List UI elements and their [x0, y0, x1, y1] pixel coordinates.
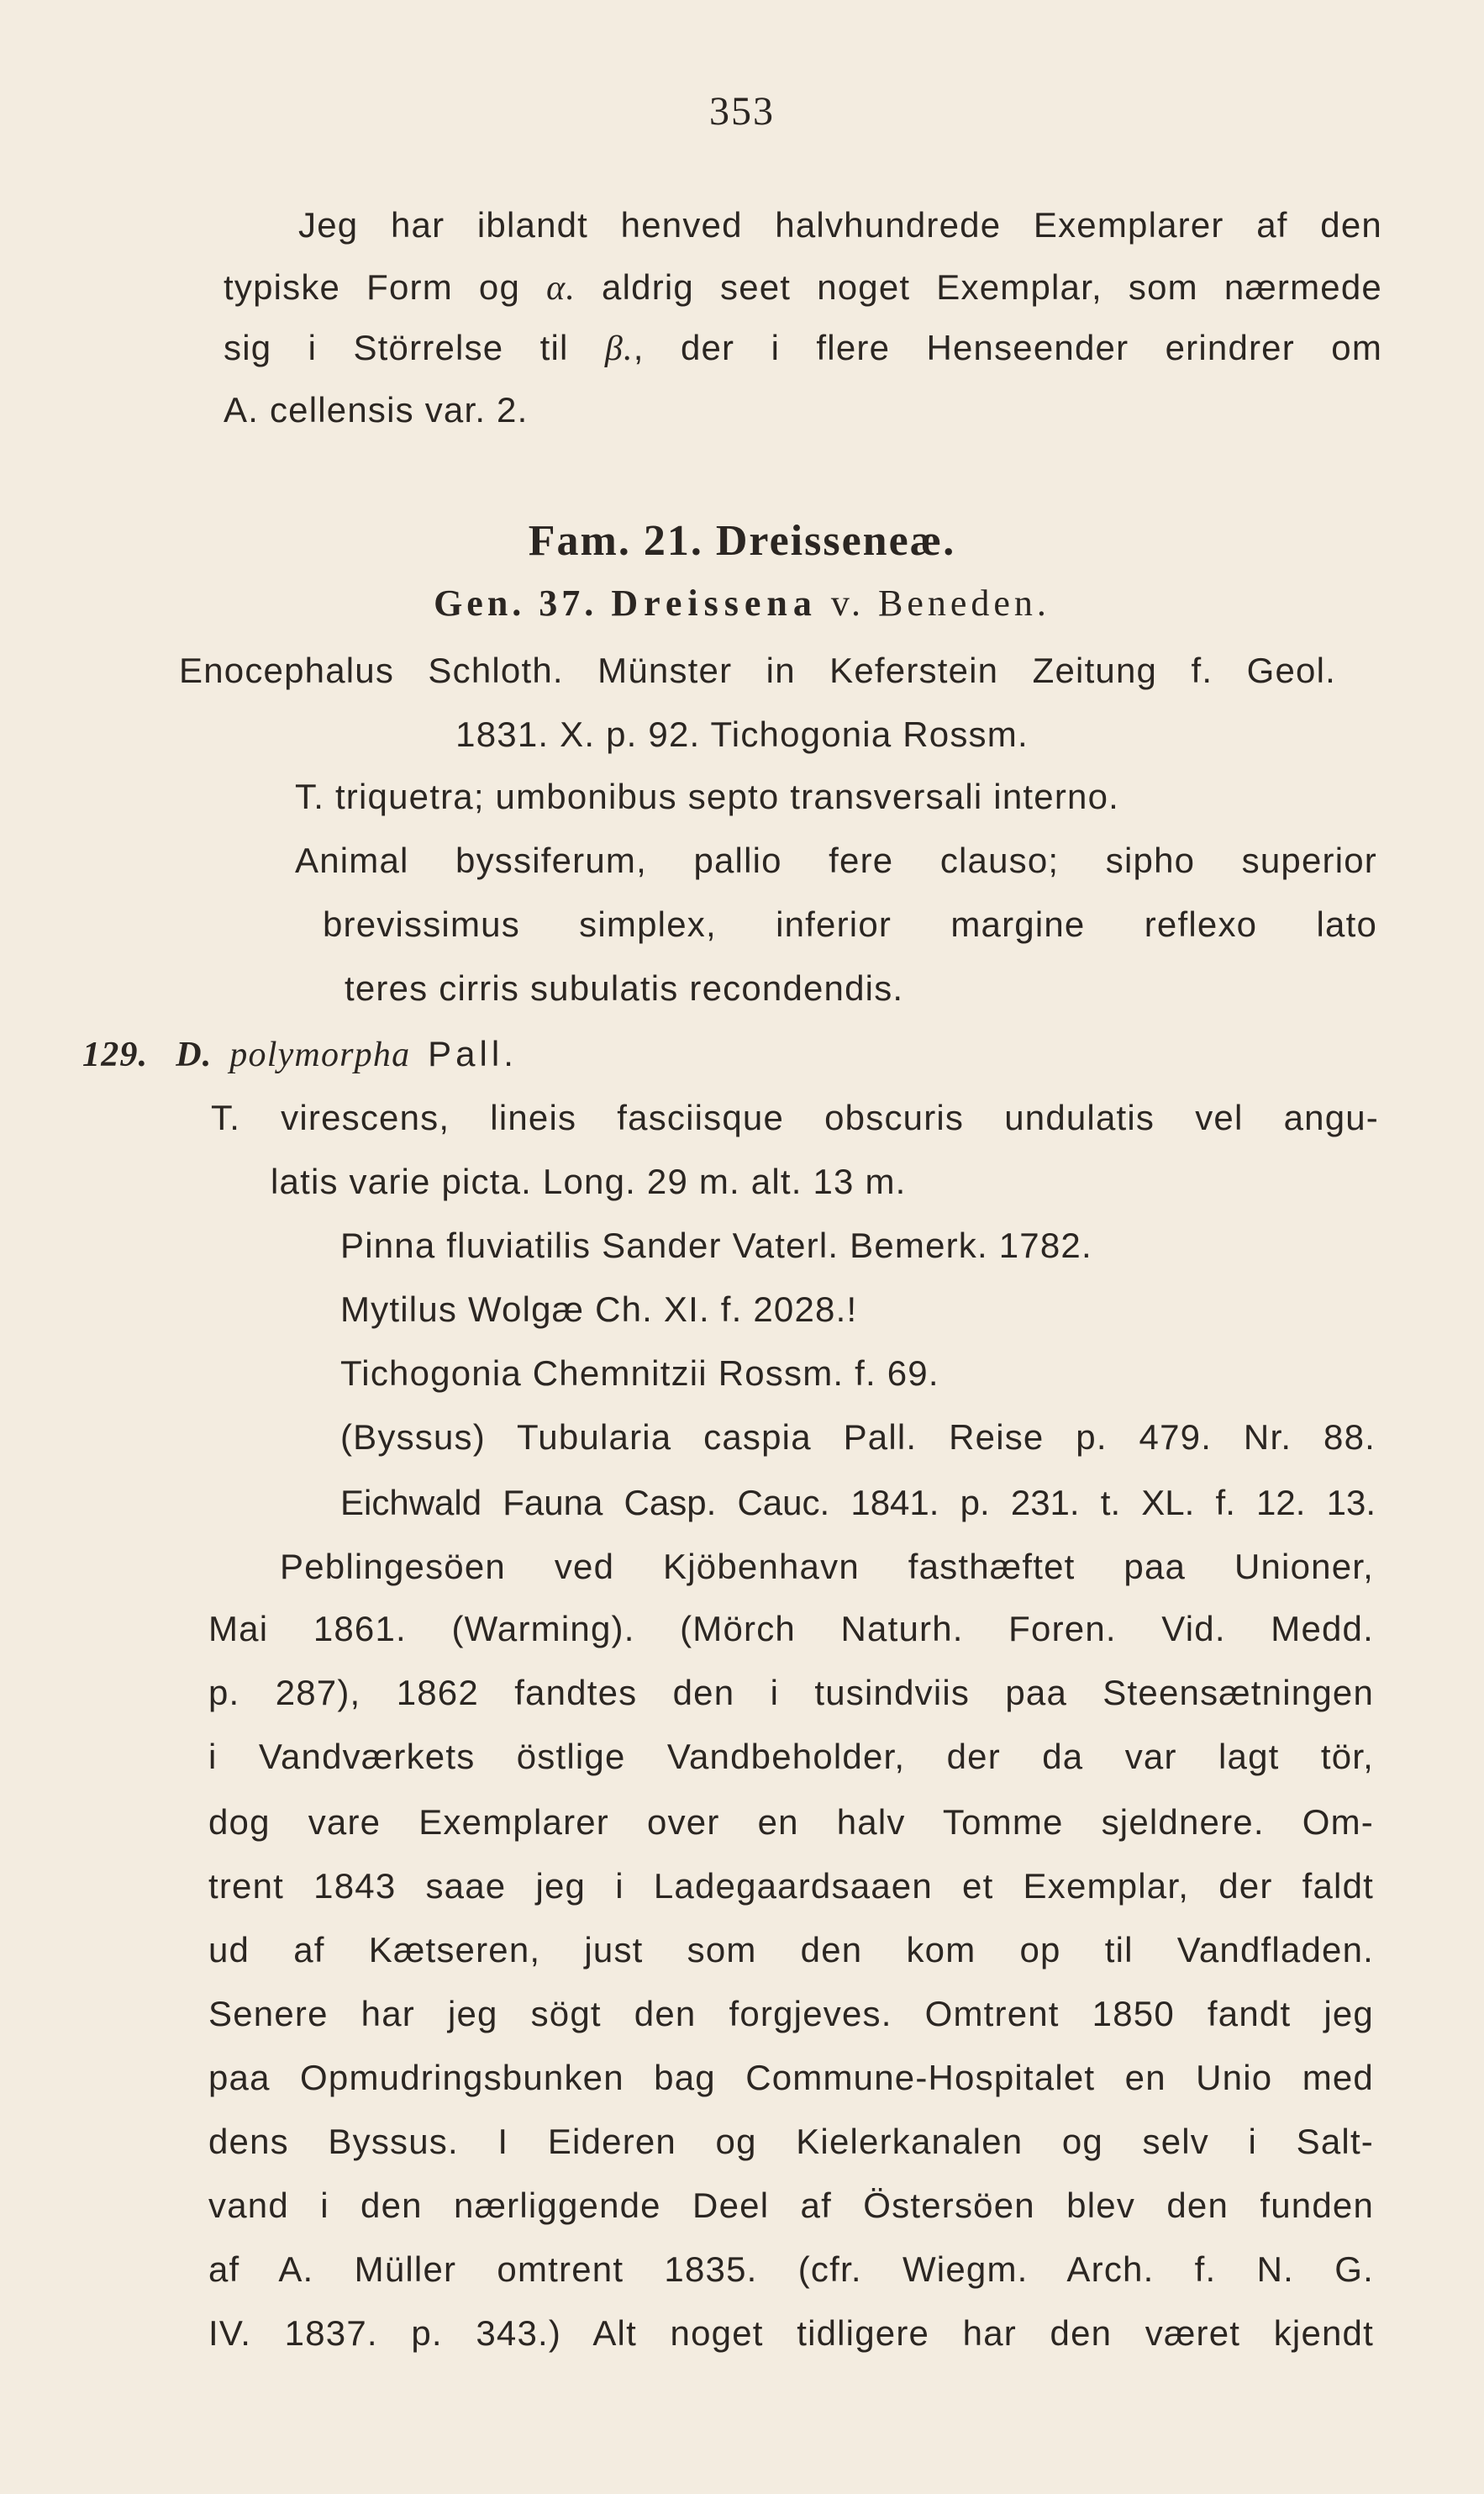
synonym-line: Mytilus Wolgæ Ch. XI. f. 2028.! [340, 1289, 858, 1329]
genus-heading: Gen. 37. Dreissena v. Beneden. [434, 583, 1050, 624]
body-line: paa Opmudringsbunken bag Commune-Hospitalet en Unio med [208, 2058, 1374, 2097]
genus-name: Dreissena [611, 583, 818, 624]
body-line: IV. 1837. p. 343.) Alt noget tidligere har den været kjendt [208, 2313, 1374, 2353]
species-number: 129. [82, 1036, 149, 1074]
body-line: Peblingesöen ved Kjöbenhavn fasthæftet paa Unioner, [280, 1547, 1374, 1586]
family-heading: Fam. 21. Dreisseneæ. [528, 517, 956, 565]
diagnosis-line-3: brevissimus simplex, inferior margine reflexo lato [323, 904, 1377, 944]
synonym-line: (Byssus) Tubularia caspia Pall. Reise p. 479. Nr. 88. [340, 1417, 1376, 1457]
body-line: Mai 1861. (Warming). (Mörch Naturh. Foren. Vid. Medd. [208, 1609, 1374, 1648]
species-desc-line-1: T. virescens, lineis fasciisque obscuris undulatis vel angu- [211, 1098, 1379, 1137]
body-line: af A. Müller omtrent 1835. (cfr. Wiegm. Arch. f. N. G. [208, 2249, 1374, 2289]
synonymy-line-2: 1831. X. p. 92. Tichogonia Rossm. [455, 714, 1029, 754]
body-line: trent 1843 saae jeg i Ladegaardsaaen et Exemplar, der faldt [208, 1866, 1374, 1906]
intro-line-1: Jeg har iblandt henved halvhundrede Exemplarer af den [298, 205, 1382, 245]
synonym-line: Pinna fluviatilis Sander Vaterl. Bemerk. 1782. [340, 1226, 1092, 1265]
synonym-line: Eichwald Fauna Casp. Cauc. 1841. p. 231. t. XL. f. 12. 13. [340, 1483, 1376, 1522]
synonym-line: Tichogonia Chemnitzii Rossm. f. 69. [340, 1353, 939, 1393]
body-line: i Vandværkets östlige Vandbeholder, der da var lagt tör, [208, 1737, 1374, 1776]
genus-author: v. Beneden. [830, 583, 1050, 624]
intro-line-2: typiske Form og α. aldrig seet noget Exemplar, som nærmede [224, 267, 1382, 308]
synonymy-line-1: Enocephalus Schloth. Münster in Keferstein Zeitung f. Geol. [179, 651, 1336, 690]
body-line: dog vare Exemplarer over en halv Tomme sjeldnere. Om- [208, 1802, 1374, 1842]
species-genus-abbr: D. [176, 1036, 213, 1074]
species-author: Pall. [428, 1034, 518, 1073]
species-desc-line-2: latis varie picta. Long. 29 m. alt. 13 m. [271, 1162, 907, 1201]
body-line: Senere har jeg sögt den forgjeves. Omtrent 1850 fandt jeg [208, 1994, 1374, 2033]
intro-line-3: sig i Störrelse til β., der i flere Henseender erindrer om [224, 328, 1383, 368]
body-line: vand i den nærliggende Deel af Östersöen blev den funden [208, 2186, 1374, 2225]
species-name: polymorpha [229, 1036, 411, 1074]
body-line: dens Byssus. I Eideren og Kielerkanalen og selv i Salt- [208, 2122, 1374, 2161]
diagnosis-line-2: Animal byssiferum, pallio fere clauso; sipho superior [295, 841, 1377, 880]
greek-alpha: α. [546, 269, 576, 308]
diagnosis-line-1: T. triquetra; umbonibus septo transversali interno. [295, 777, 1119, 816]
greek-beta: β. [604, 330, 634, 368]
page-number: 353 [709, 89, 775, 134]
diagnosis-line-4: teres cirris subulatis recondendis. [345, 968, 904, 1008]
species-heading [82, 1031, 518, 1078]
body-line: ud af Kætseren, just som den kom op til Vandfladen. [208, 1930, 1374, 1969]
intro-line-4: A. cellensis var. 2. [224, 390, 529, 430]
body-line: p. 287), 1862 fandtes den i tusindviis paa Steensætningen [208, 1673, 1374, 1712]
